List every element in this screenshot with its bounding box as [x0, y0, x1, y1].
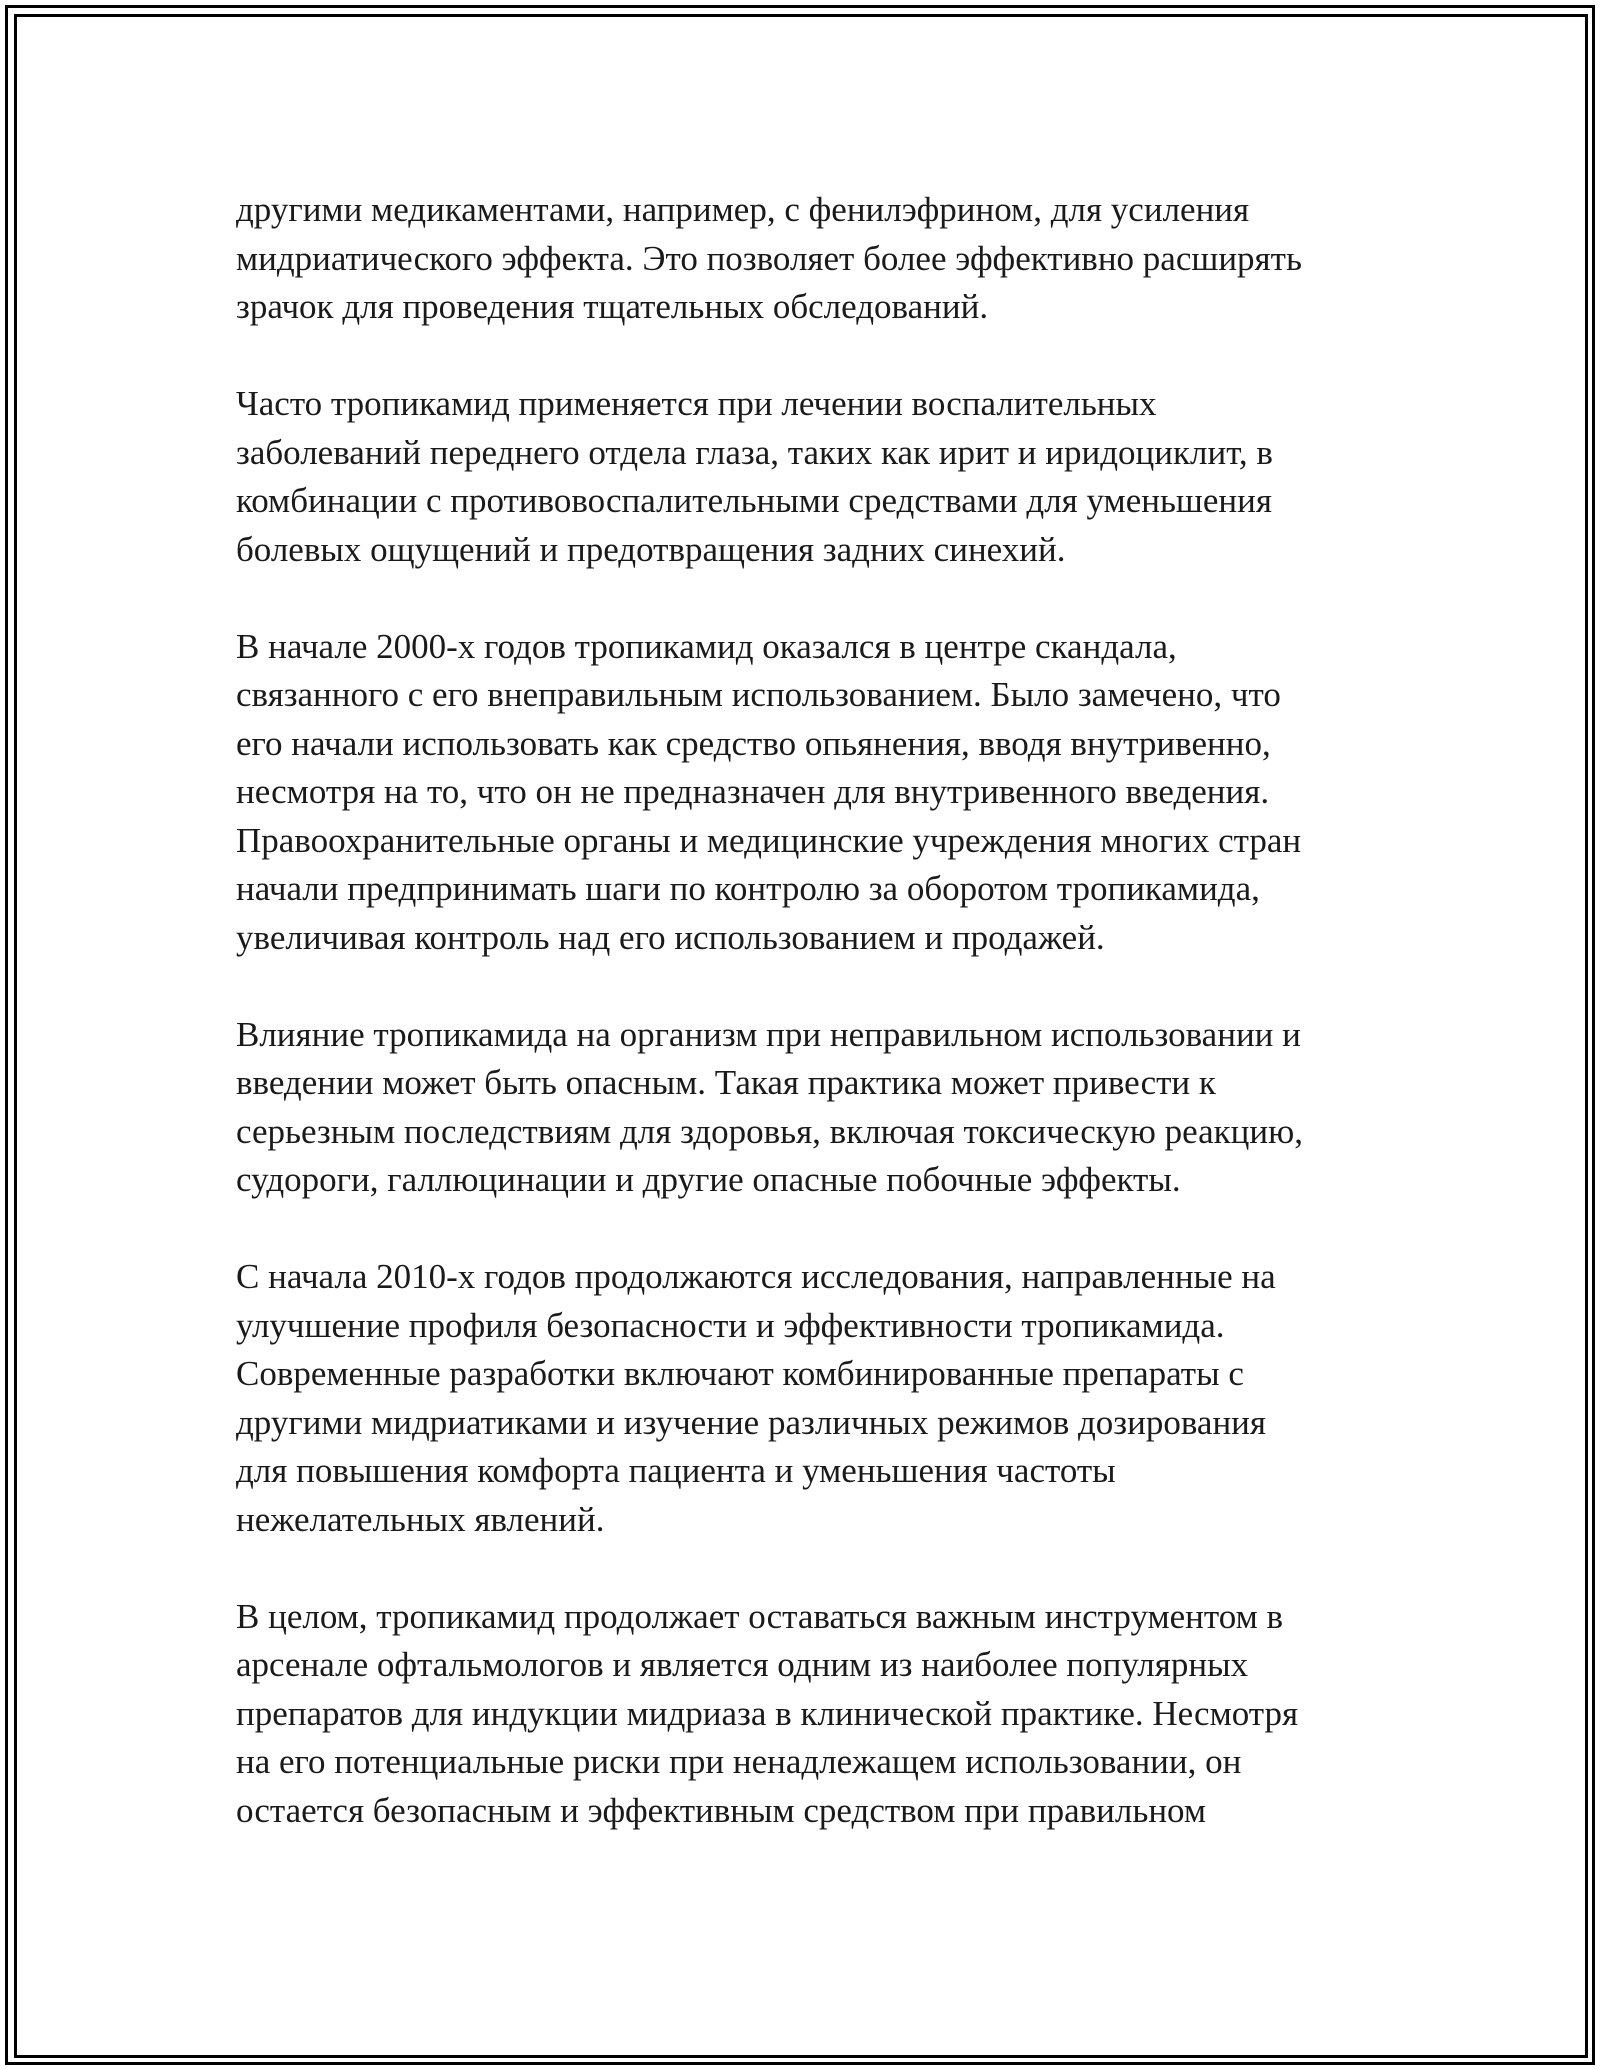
text-line: введении может быть опасным. Такая практика может привести к [236, 1063, 1216, 1102]
paragraph-4 [236, 1011, 1386, 1205]
text-line: болевых ощущений и предотвращения задних синехий. [236, 529, 1066, 569]
text-line: заболеваний переднего отдела глаза, таких как ирит и иридоциклит, в [236, 432, 1273, 472]
text-line: препаратов для индукции мидриаза в клинической практике. Несмотря [236, 1693, 1299, 1733]
text-line: Современные разработки включают комбинированные препараты с [236, 1354, 1244, 1393]
text-line: серьезным последствиям для здоровья, включая токсическую реакцию, [236, 1111, 1304, 1151]
text-line: В целом, тропикамид продолжает оставаться важным инструментом в [236, 1596, 1283, 1636]
text-line: другими медикаментами, например, с фенилэфрином, для усиления [236, 190, 1250, 229]
text-line: для повышения комфорта пациента и уменьшения частоты [236, 1451, 1116, 1490]
text-line: судороги, галлюцинации и другие опасные побочные эффекты. [236, 1160, 1181, 1199]
text-line: увеличивая контроль над его использованием и продажей. [236, 917, 1105, 957]
text-line: арсенале офтальмологов и является одним из наиболее популярных [236, 1645, 1249, 1684]
text-line: Правоохранительные органы и медицинские учреждения многих стран [236, 820, 1302, 860]
text-line: связанного с его внеправильным использованием. Было замечено, что [236, 675, 1281, 714]
document-body [236, 186, 1386, 1884]
text-line: С начала 2010-х годов продолжаются исследования, направленные на [236, 1257, 1276, 1296]
text-line: несмотря на то, что он не предназначен для внутривенного введения. [236, 772, 1270, 811]
paragraph-5 [236, 1253, 1386, 1544]
text-line: Влияние тропикамида на организм при неправильном использовании и [236, 1014, 1301, 1054]
paragraph-2 [236, 380, 1386, 574]
text-line: мидриатического эффекта. Это позволяет более эффективно расширять [236, 238, 1302, 278]
text-line: остается безопасным и эффективным средством при правильном [236, 1790, 1207, 1830]
text-line: комбинации с противовоспалительными средствами для уменьшения [236, 481, 1272, 520]
text-line: улучшение профиля безопасности и эффективности тропикамида. [236, 1305, 1225, 1345]
paragraph-3 [236, 623, 1386, 963]
text-line: его начали использовать как средство опьянения, вводя внутривенно, [236, 723, 1271, 763]
text-line: Часто тропикамид применяется при лечении воспалительных [236, 384, 1157, 423]
text-line: нежелательных явлений. [236, 1499, 605, 1539]
text-line: зрачок для проведения тщательных обследований. [236, 287, 989, 326]
paragraph-1 [236, 186, 1386, 332]
paragraph-6 [236, 1593, 1386, 1836]
text-line: начали предпринимать шаги по контролю за оборотом тропикамида, [236, 869, 1260, 908]
text-line: на его потенциальные риски при ненадлежащем использовании, он [236, 1742, 1242, 1781]
text-line: В начале 2000-х годов тропикамид оказался в центре скандала, [236, 626, 1177, 666]
text-line: другими мидриатиками и изучение различных режимов дозирования [236, 1402, 1267, 1442]
